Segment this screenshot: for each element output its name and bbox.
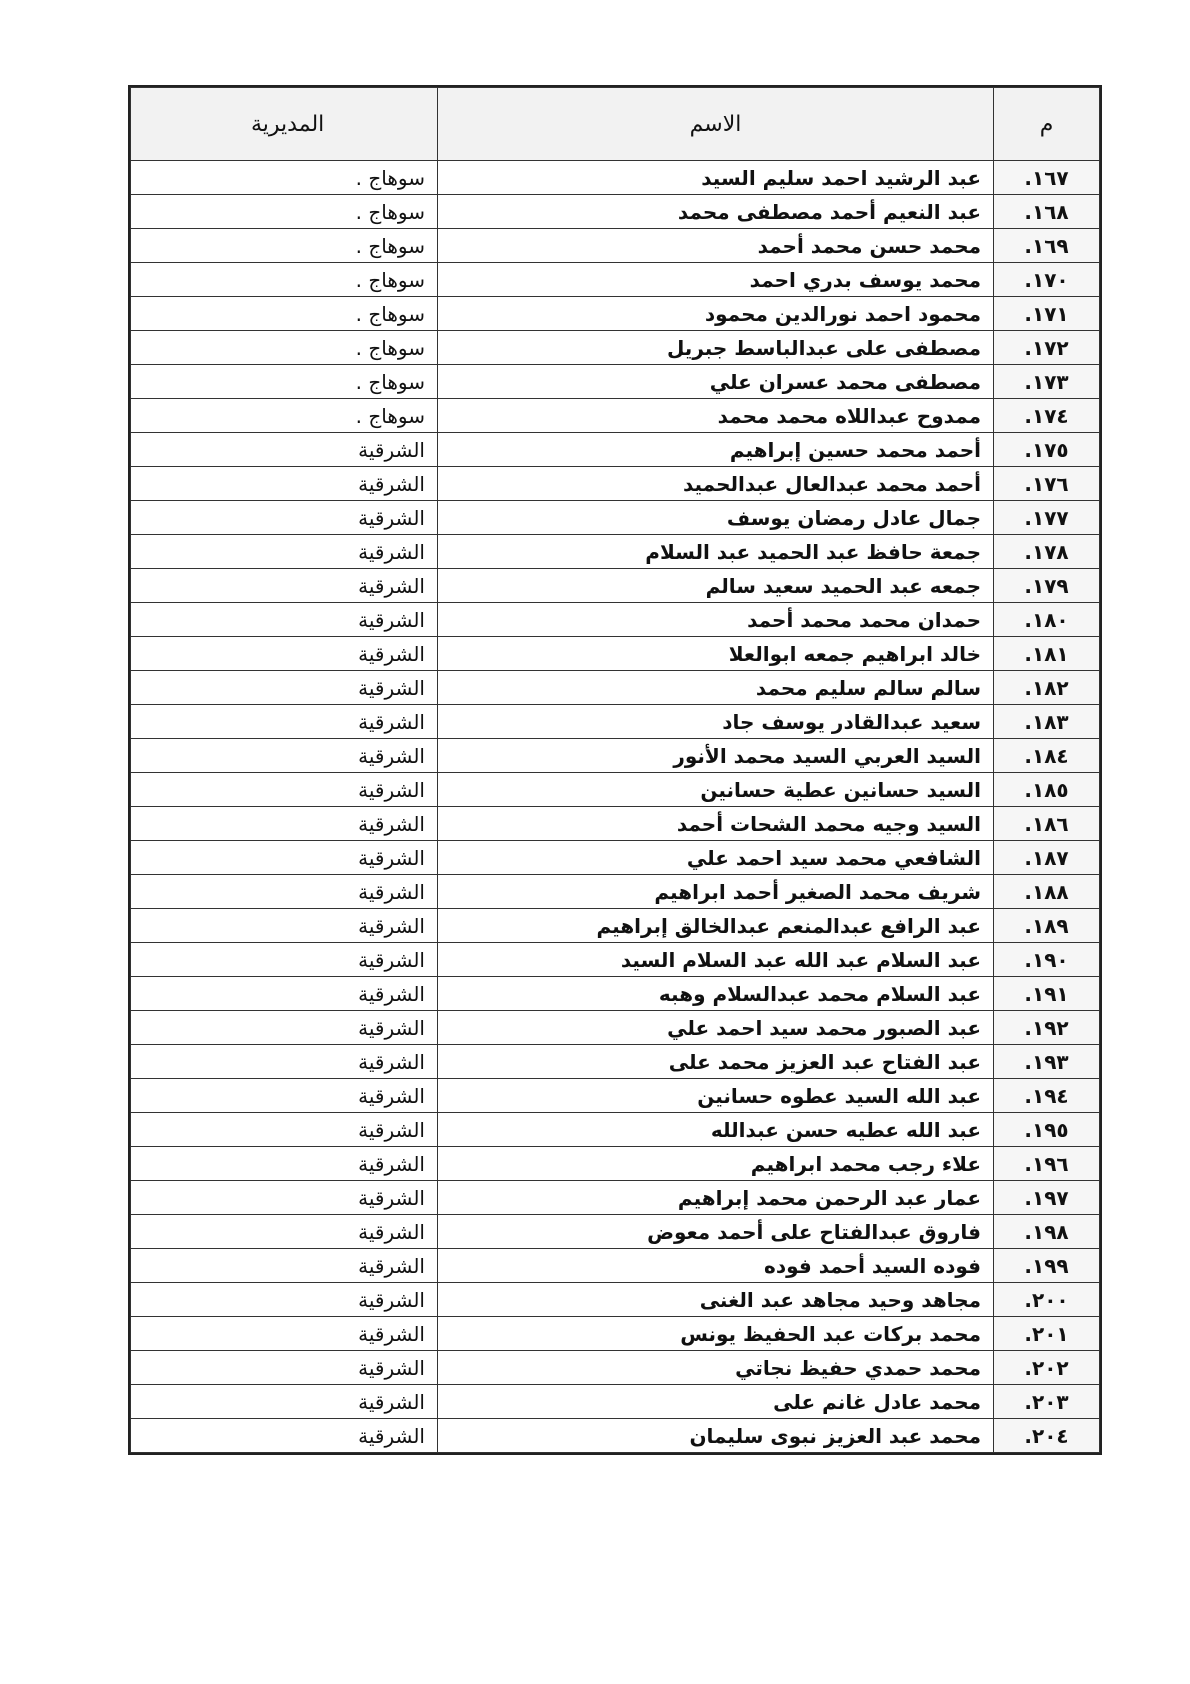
table-row bbox=[131, 977, 1100, 1011]
row-number: ١٩٨. bbox=[994, 1215, 1100, 1249]
row-number: ١٧٧. bbox=[994, 501, 1100, 535]
row-directorate: سوهاج . bbox=[131, 161, 438, 195]
row-number: ١٨٤. bbox=[994, 739, 1100, 773]
row-number: ١٨٩. bbox=[994, 909, 1100, 943]
row-directorate: الشرقية bbox=[131, 1351, 438, 1385]
row-number: ١٧٠. bbox=[994, 263, 1100, 297]
row-number: ١٨٨. bbox=[994, 875, 1100, 909]
row-directorate: سوهاج . bbox=[131, 229, 438, 263]
table-row bbox=[131, 1181, 1100, 1215]
row-directorate: الشرقية bbox=[131, 943, 438, 977]
row-directorate: الشرقية bbox=[131, 739, 438, 773]
row-directorate: سوهاج . bbox=[131, 331, 438, 365]
table-header-row bbox=[131, 88, 1100, 161]
row-number: ١٩٧. bbox=[994, 1181, 1100, 1215]
row-number: ١٧٩. bbox=[994, 569, 1100, 603]
row-directorate: سوهاج . bbox=[131, 297, 438, 331]
row-name: ممدوح عبداللاه محمد محمد bbox=[438, 399, 994, 433]
row-directorate: الشرقية bbox=[131, 671, 438, 705]
table-row bbox=[131, 1419, 1100, 1453]
table-row bbox=[131, 297, 1100, 331]
row-number: ١٩٦. bbox=[994, 1147, 1100, 1181]
row-directorate: الشرقية bbox=[131, 1317, 438, 1351]
row-name: السيد وجيه محمد الشحات أحمد bbox=[438, 807, 994, 841]
row-number: ١٩٩. bbox=[994, 1249, 1100, 1283]
names-table-container bbox=[128, 85, 1102, 1455]
row-number: ١٧٣. bbox=[994, 365, 1100, 399]
row-number: ٢٠٤. bbox=[994, 1419, 1100, 1453]
row-number: ٢٠٣. bbox=[994, 1385, 1100, 1419]
row-number: ١٨٠. bbox=[994, 603, 1100, 637]
table-row bbox=[131, 875, 1100, 909]
table-row bbox=[131, 195, 1100, 229]
row-number: ٢٠٢. bbox=[994, 1351, 1100, 1385]
names-table bbox=[130, 87, 1100, 1453]
table-row bbox=[131, 1079, 1100, 1113]
row-name: محمد عبد العزيز نبوى سليمان bbox=[438, 1419, 994, 1453]
table-row bbox=[131, 467, 1100, 501]
table-row bbox=[131, 1011, 1100, 1045]
table-row bbox=[131, 569, 1100, 603]
row-number: ١٦٨. bbox=[994, 195, 1100, 229]
row-name: عبد النعيم أحمد مصطفى محمد bbox=[438, 195, 994, 229]
table-row bbox=[131, 637, 1100, 671]
row-directorate: سوهاج . bbox=[131, 365, 438, 399]
row-name: أحمد محمد حسين إبراهيم bbox=[438, 433, 994, 467]
table-row bbox=[131, 1113, 1100, 1147]
row-name: مجاهد وحيد مجاهد عبد الغنى bbox=[438, 1283, 994, 1317]
table-row bbox=[131, 331, 1100, 365]
row-directorate: الشرقية bbox=[131, 977, 438, 1011]
table-row bbox=[131, 1283, 1100, 1317]
table-row bbox=[131, 501, 1100, 535]
row-name: مصطفى على عبدالباسط جبريل bbox=[438, 331, 994, 365]
row-name: عبد الصبور محمد سيد احمد علي bbox=[438, 1011, 994, 1045]
row-number: ١٧٢. bbox=[994, 331, 1100, 365]
row-name: السيد حسانين عطية حسانين bbox=[438, 773, 994, 807]
row-directorate: الشرقية bbox=[131, 1181, 438, 1215]
row-name: محمد بركات عبد الحفيظ يونس bbox=[438, 1317, 994, 1351]
row-name: محمد يوسف بدري احمد bbox=[438, 263, 994, 297]
row-directorate: الشرقية bbox=[131, 1113, 438, 1147]
table-row bbox=[131, 739, 1100, 773]
table-row bbox=[131, 1215, 1100, 1249]
row-directorate: الشرقية bbox=[131, 841, 438, 875]
row-name: علاء رجب محمد ابراهيم bbox=[438, 1147, 994, 1181]
row-directorate: الشرقية bbox=[131, 569, 438, 603]
row-number: ٢٠١. bbox=[994, 1317, 1100, 1351]
row-directorate: الشرقية bbox=[131, 1385, 438, 1419]
row-directorate: الشرقية bbox=[131, 603, 438, 637]
row-directorate: الشرقية bbox=[131, 705, 438, 739]
row-number: ١٩٤. bbox=[994, 1079, 1100, 1113]
table-row bbox=[131, 399, 1100, 433]
table-row bbox=[131, 229, 1100, 263]
row-name: محمود احمد نورالدين محمود bbox=[438, 297, 994, 331]
table-row bbox=[131, 773, 1100, 807]
row-number: ١٩٢. bbox=[994, 1011, 1100, 1045]
header-directorate: المديرية bbox=[131, 88, 438, 161]
header-number: م bbox=[994, 88, 1100, 161]
row-directorate: الشرقية bbox=[131, 875, 438, 909]
table-row bbox=[131, 1147, 1100, 1181]
row-name: السيد العربي السيد محمد الأنور bbox=[438, 739, 994, 773]
row-directorate: الشرقية bbox=[131, 501, 438, 535]
row-name: شريف محمد الصغير أحمد ابراهيم bbox=[438, 875, 994, 909]
row-name: محمد حسن محمد أحمد bbox=[438, 229, 994, 263]
row-name: عبد الرشيد احمد سليم السيد bbox=[438, 161, 994, 195]
row-directorate: الشرقية bbox=[131, 1249, 438, 1283]
row-name: فوده السيد أحمد فوده bbox=[438, 1249, 994, 1283]
row-directorate: الشرقية bbox=[131, 1079, 438, 1113]
table-row bbox=[131, 841, 1100, 875]
row-number: ١٨٧. bbox=[994, 841, 1100, 875]
row-number: ١٩٣. bbox=[994, 1045, 1100, 1079]
row-name: الشافعي محمد سيد احمد علي bbox=[438, 841, 994, 875]
table-row bbox=[131, 365, 1100, 399]
table-row bbox=[131, 943, 1100, 977]
row-number: ١٨٥. bbox=[994, 773, 1100, 807]
table-row bbox=[131, 1317, 1100, 1351]
row-number: ١٧٨. bbox=[994, 535, 1100, 569]
row-directorate: الشرقية bbox=[131, 773, 438, 807]
row-directorate: الشرقية bbox=[131, 1215, 438, 1249]
row-directorate: الشرقية bbox=[131, 1147, 438, 1181]
row-name: أحمد محمد عبدالعال عبدالحميد bbox=[438, 467, 994, 501]
row-directorate: الشرقية bbox=[131, 433, 438, 467]
row-name: محمد حمدي حفيظ نجاتي bbox=[438, 1351, 994, 1385]
row-number: ١٧٦. bbox=[994, 467, 1100, 501]
row-number: ١٦٧. bbox=[994, 161, 1100, 195]
row-directorate: الشرقية bbox=[131, 1011, 438, 1045]
table-row bbox=[131, 1249, 1100, 1283]
row-name: سالم سالم سليم محمد bbox=[438, 671, 994, 705]
row-number: ١٩٠. bbox=[994, 943, 1100, 977]
table-body bbox=[131, 161, 1100, 1453]
row-name: عبد الرافع عبدالمنعم عبدالخالق إبراهيم bbox=[438, 909, 994, 943]
row-name: خالد ابراهيم جمعه ابوالعلا bbox=[438, 637, 994, 671]
row-name: جمال عادل رمضان يوسف bbox=[438, 501, 994, 535]
row-number: ١٨٦. bbox=[994, 807, 1100, 841]
table-row bbox=[131, 1045, 1100, 1079]
row-name: سعيد عبدالقادر يوسف جاد bbox=[438, 705, 994, 739]
table-row bbox=[131, 263, 1100, 297]
row-directorate: سوهاج . bbox=[131, 195, 438, 229]
row-directorate: الشرقية bbox=[131, 909, 438, 943]
row-number: ١٨٢. bbox=[994, 671, 1100, 705]
row-number: ٢٠٠. bbox=[994, 1283, 1100, 1317]
row-name: فاروق عبدالفتاح على أحمد معوض bbox=[438, 1215, 994, 1249]
row-name: محمد عادل غانم على bbox=[438, 1385, 994, 1419]
row-number: ١٨٣. bbox=[994, 705, 1100, 739]
row-number: ١٩١. bbox=[994, 977, 1100, 1011]
row-directorate: الشرقية bbox=[131, 807, 438, 841]
table-row bbox=[131, 161, 1100, 195]
row-name: عبد السلام محمد عبدالسلام وهبه bbox=[438, 977, 994, 1011]
row-number: ١٧٤. bbox=[994, 399, 1100, 433]
header-name: الاسم bbox=[438, 88, 994, 161]
row-directorate: الشرقية bbox=[131, 1045, 438, 1079]
row-directorate: الشرقية bbox=[131, 1283, 438, 1317]
row-name: عبد الله عطيه حسن عبدالله bbox=[438, 1113, 994, 1147]
table-row bbox=[131, 909, 1100, 943]
row-number: ١٦٩. bbox=[994, 229, 1100, 263]
row-name: مصطفى محمد عسران علي bbox=[438, 365, 994, 399]
row-name: حمدان محمد محمد أحمد bbox=[438, 603, 994, 637]
table-row bbox=[131, 1351, 1100, 1385]
row-directorate: الشرقية bbox=[131, 535, 438, 569]
row-name: عبد السلام عبد الله عبد السلام السيد bbox=[438, 943, 994, 977]
row-directorate: سوهاج . bbox=[131, 399, 438, 433]
table-row bbox=[131, 603, 1100, 637]
row-directorate: سوهاج . bbox=[131, 263, 438, 297]
row-name: جمعة حافظ عبد الحميد عبد السلام bbox=[438, 535, 994, 569]
table-row bbox=[131, 671, 1100, 705]
row-number: ١٧١. bbox=[994, 297, 1100, 331]
table-row bbox=[131, 433, 1100, 467]
row-name: عبد الفتاح عبد العزيز محمد على bbox=[438, 1045, 994, 1079]
row-directorate: الشرقية bbox=[131, 637, 438, 671]
table-row bbox=[131, 1385, 1100, 1419]
row-number: ١٨١. bbox=[994, 637, 1100, 671]
row-name: عبد الله السيد عطوه حسانين bbox=[438, 1079, 994, 1113]
row-number: ١٩٥. bbox=[994, 1113, 1100, 1147]
table-row bbox=[131, 807, 1100, 841]
row-number: ١٧٥. bbox=[994, 433, 1100, 467]
row-name: عمار عبد الرحمن محمد إبراهيم bbox=[438, 1181, 994, 1215]
row-name: جمعه عبد الحميد سعيد سالم bbox=[438, 569, 994, 603]
row-directorate: الشرقية bbox=[131, 467, 438, 501]
table-row bbox=[131, 535, 1100, 569]
row-directorate: الشرقية bbox=[131, 1419, 438, 1453]
table-row bbox=[131, 705, 1100, 739]
